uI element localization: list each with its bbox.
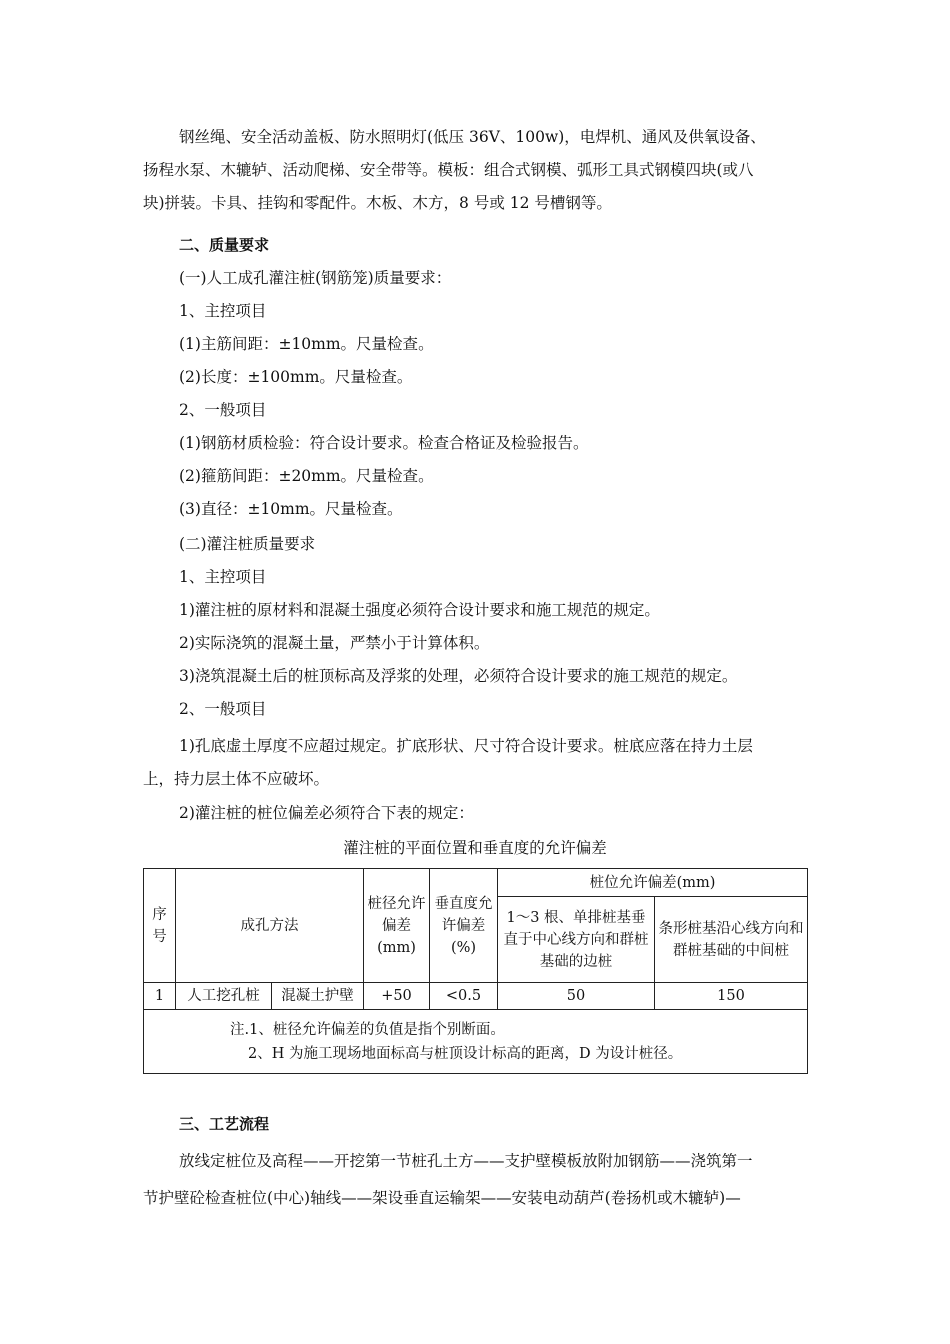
intro-line-2: 扬程水泵、木辘轳、活动爬梯、安全带等。模板：组合式钢模、弧形工具式钢模四块(或八 bbox=[143, 161, 754, 179]
header-position: 桩位允许偏差(mm) bbox=[498, 869, 808, 897]
sub2-general-title: 2、一般项目 bbox=[179, 700, 267, 718]
subsection-1-title: (一)人工成孔灌注桩(钢筋笼)质量要求： bbox=[179, 269, 452, 287]
cell-verticality: <0.5 bbox=[430, 983, 498, 1010]
tolerance-table bbox=[143, 868, 808, 1074]
sub2-main-title: 1、主控项目 bbox=[179, 568, 267, 586]
header-verticality: 垂直度允许偏差(%) bbox=[430, 869, 498, 983]
sub2-general-item-2: 2)灌注桩的桩位偏差必须符合下表的规定： bbox=[179, 804, 474, 822]
header-position-middle: 条形桩基沿心线方向和群桩基础的中间桩 bbox=[655, 897, 808, 983]
sub2-main-item: 1)灌注桩的原材料和混凝土强度必须符合设计要求和施工规范的规定。 bbox=[179, 601, 660, 619]
process-line-2: 节护壁砼检查桩位(中心)轴线——架设垂直运输架——安装电动葫芦(卷扬机或木辘轳)— bbox=[143, 1189, 741, 1207]
section-3-title: 三、工艺流程 bbox=[179, 1115, 270, 1133]
cell-method-b: 混凝土护壁 bbox=[272, 983, 364, 1010]
subsection-2-title: (二)灌注桩质量要求 bbox=[179, 535, 316, 553]
section-2-title: 二、质量要求 bbox=[179, 236, 270, 254]
sub2-general-item-1b: 上，持力层土体不应破坏。 bbox=[143, 770, 330, 788]
process-line-1: 放线定桩位及高程——开挖第一节桩孔土方——支护壁模板放附加钢筋——浇筑第一 bbox=[179, 1152, 753, 1170]
sub1-main-title: 1、主控项目 bbox=[179, 302, 267, 320]
table-caption: 灌注桩的平面位置和垂直度的允许偏差 bbox=[343, 839, 607, 857]
sub1-main-item: (1)主筋间距：±10mm。尺量检查。 bbox=[179, 335, 434, 353]
sub1-general-item: (2)箍筋间距：±20mm。尺量检查。 bbox=[179, 467, 434, 485]
sub1-general-item: (3)直径：±10mm。尺量检查。 bbox=[179, 500, 403, 518]
cell-method-a: 人工挖孔桩 bbox=[176, 983, 272, 1010]
sub2-general-item-1a: 1)孔底虚土厚度不应超过规定。扩底形状、尺寸符合设计要求。桩底应落在持力土层 bbox=[179, 737, 753, 755]
cell-no: 1 bbox=[144, 983, 176, 1010]
note-line-2: 2、H 为施工现场地面标高与桩顶设计标高的距离，D 为设计桩径。 bbox=[248, 1045, 683, 1062]
sub2-main-item: 3)浇筑混凝土后的桩顶标高及浮浆的处理，必须符合设计要求的施工规范的规定。 bbox=[179, 667, 738, 685]
note-line-1: 注.1、桩径允许偏差的负值是指个别断面。 bbox=[230, 1021, 505, 1038]
header-no: 序号 bbox=[144, 869, 176, 983]
intro-line-1: 钢丝绳、安全活动盖板、防水照明灯(低压 36V、100w)，电焊机、通风及供氧设备、 bbox=[179, 128, 766, 146]
cell-diameter: +50 bbox=[364, 983, 430, 1010]
sub1-general-item: (1)钢筋材质检验：符合设计要求。检查合格证及检验报告。 bbox=[179, 434, 589, 452]
intro-line-3: 块)拼装。卡具、挂钩和零配件。木板、木方，8 号或 12 号槽钢等。 bbox=[143, 194, 612, 212]
cell-position-edge: 50 bbox=[498, 983, 655, 1010]
sub2-main-item: 2)实际浇筑的混凝土量，严禁小于计算体积。 bbox=[179, 634, 490, 652]
table-note bbox=[144, 1010, 808, 1074]
cell-position-middle: 150 bbox=[655, 983, 808, 1010]
sub1-main-item: (2)长度：±100mm。尺量检查。 bbox=[179, 368, 413, 386]
header-diameter: 桩径允许偏差(mm) bbox=[364, 869, 430, 983]
sub1-general-title: 2、一般项目 bbox=[179, 401, 267, 419]
header-position-edge: 1～3 根、单排桩基垂直于中心线方向和群桩基础的边桩 bbox=[498, 897, 655, 983]
header-method: 成孔方法 bbox=[176, 869, 364, 983]
